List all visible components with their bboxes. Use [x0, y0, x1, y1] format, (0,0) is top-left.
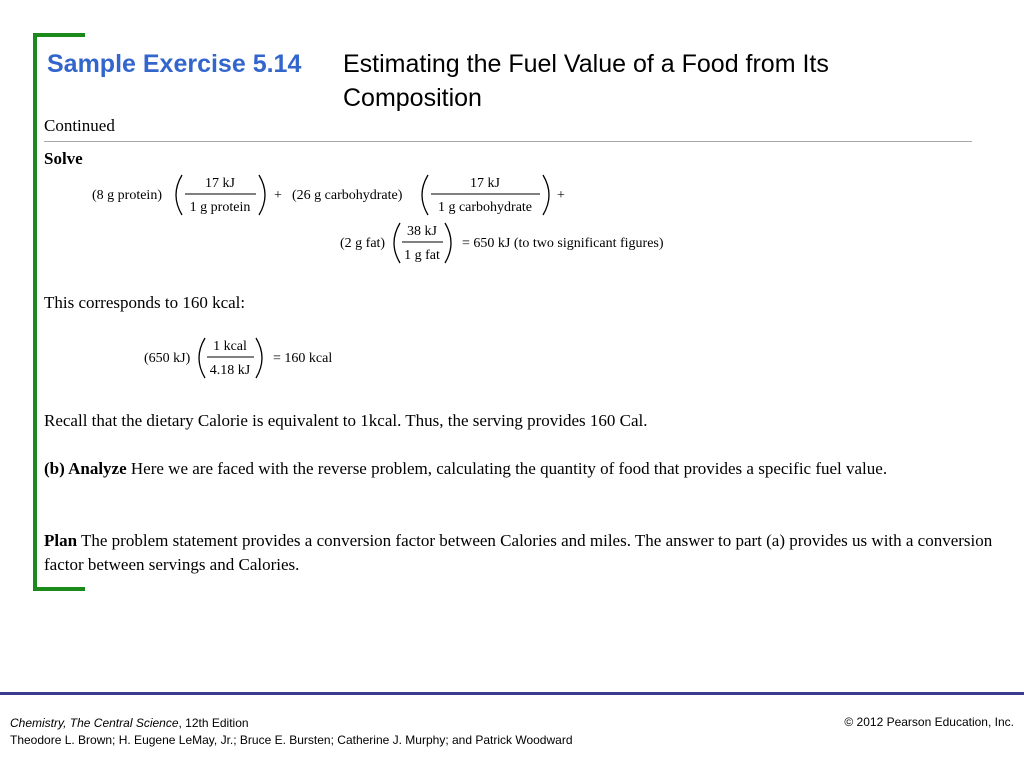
- plus-sign: +: [557, 188, 565, 203]
- kcal-result: = 160 kcal: [273, 351, 333, 366]
- equation-line-2: [338, 218, 708, 268]
- title-text: Estimating the Fuel Value of a Food from Its Composition: [343, 50, 829, 112]
- right-paren: [543, 175, 549, 215]
- equation-kcal: [142, 333, 362, 383]
- protein-numerator: 17 kJ: [205, 176, 235, 191]
- solve-heading: Solve: [44, 149, 83, 168]
- analyze-text: Here we are faced with the reverse problem, calculating the quantity of food that provides a specific fuel value.: [126, 459, 888, 478]
- left-paren: [199, 338, 205, 378]
- equation-fuel-value-line-2: [338, 218, 708, 273]
- continued-label: Continued: [44, 116, 115, 135]
- book-authors: Theodore L. Brown; H. Eugene LeMay, Jr.; Bruce E. Bursten; Catherine J. Murphy; and Patrick Woodward: [10, 733, 573, 747]
- plan-label: Plan: [44, 531, 78, 550]
- left-paren: [394, 223, 400, 263]
- fat-numerator: 38 kJ: [407, 224, 437, 239]
- kj-denominator: 4.18 kJ: [209, 363, 251, 378]
- equation-result: = 650 kJ (to two significant figures): [462, 236, 664, 251]
- book-edition: , 12th Edition: [178, 716, 249, 730]
- analyze-paragraph: [44, 457, 994, 481]
- copyright-notice: © 2012 Pearson Education, Inc.: [844, 715, 1014, 729]
- kj-quantity: (650 kJ): [144, 351, 191, 366]
- recall-text: Recall that the dietary Calorie is equivalent to 1kcal. Thus, the serving provides 160 Cal.: [44, 411, 648, 430]
- carbohydrate-quantity: (26 g carbohydrate): [292, 188, 403, 203]
- analyze-label: (b) Analyze: [44, 459, 127, 478]
- equation-line-1: [90, 170, 590, 220]
- protein-denominator: 1 g protein: [189, 200, 251, 215]
- kcal-numerator: 1 kcal: [213, 339, 247, 354]
- right-paren: [259, 175, 265, 215]
- footer-citation: [10, 715, 573, 749]
- left-paren: [176, 175, 182, 215]
- protein-quantity: (8 g protein): [92, 188, 162, 203]
- right-paren: [256, 338, 262, 378]
- equation-kcal-conversion: [142, 333, 362, 388]
- plus-sign: +: [274, 188, 282, 203]
- right-paren: [445, 223, 451, 263]
- plan-text: The problem statement provides a conversion factor between Calories and miles. The answer to part (a) provides us with a conversion factor between servings and Calories.: [44, 531, 993, 574]
- fat-denominator: 1 g fat: [404, 248, 440, 263]
- plan-paragraph: [44, 529, 994, 577]
- book-title: Chemistry, The Central Science: [10, 716, 179, 730]
- corresponds-text: This corresponds to 160 kcal:: [44, 293, 246, 312]
- carbohydrate-numerator: 17 kJ: [470, 176, 500, 191]
- equation-fuel-value: [90, 170, 590, 225]
- carbohydrate-denominator: 1 g carbohydrate: [437, 200, 533, 215]
- footer-rule: [0, 692, 1024, 695]
- title-label: Sample Exercise 5.14: [47, 50, 302, 78]
- fat-quantity: (2 g fat): [340, 236, 386, 251]
- divider-rule: [44, 141, 972, 142]
- left-paren: [422, 175, 428, 215]
